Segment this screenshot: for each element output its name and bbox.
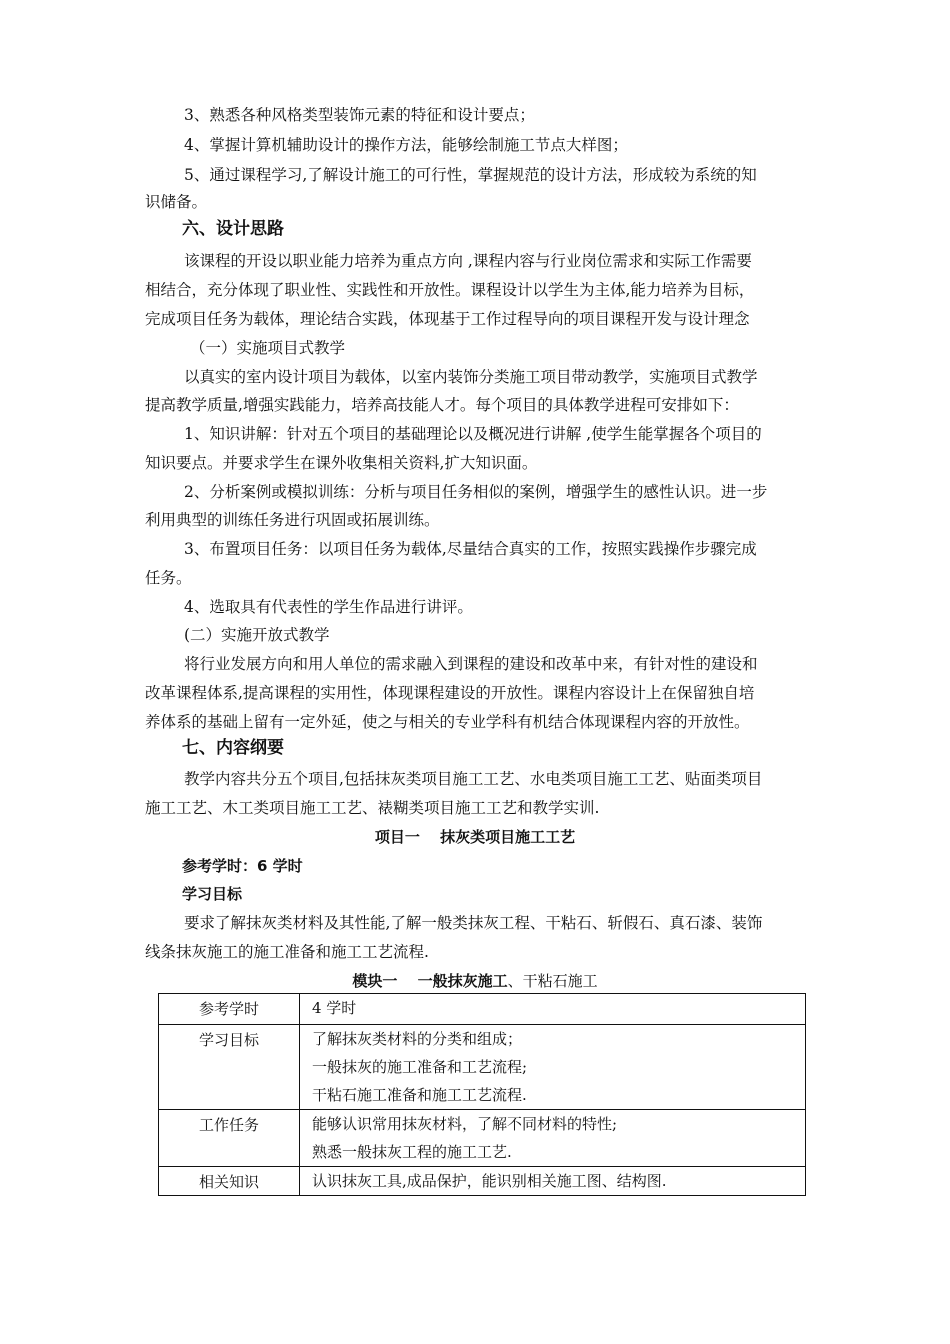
subsection-1-heading: （一）实施项目式教学 [190, 339, 346, 357]
step-3-line2: 任务。 [145, 569, 192, 587]
step-2-line1: 2、分析案例或模拟训练：分析与项目任务相似的案例，增强学生的感性认识。进一步 [184, 483, 768, 501]
row-value [300, 1110, 806, 1167]
row-value [300, 994, 806, 1025]
subsection-2-heading: (二）实施开放式教学 [184, 626, 330, 644]
table-row [159, 1025, 806, 1110]
row-value [300, 1167, 806, 1196]
module-1-title [0, 970, 950, 992]
row-value-line: 能够认识常用抹灰材料，了解不同材料的特性; [312, 1115, 618, 1133]
project-teaching-line2: 提高教学质量,增强实践能力，培养高技能人才。每个项目的具体教学进程可安排如下： [145, 396, 739, 414]
module-1-title-main: 模块一 一般抹灰施工 [352, 972, 508, 990]
project-1-title: 项目一 抹灰类项目施工工艺 [374, 828, 576, 846]
open-teaching-line1: 将行业发展方向和用人单位的需求融入到课程的建设和改革中来，有针对性的建设和 [184, 655, 758, 673]
step-4: 4、选取具有代表性的学生作品进行讲评。 [184, 598, 473, 616]
row-value-line: 一般抹灰的施工准备和工艺流程; [312, 1058, 528, 1076]
goal-item-5-line2: 识储备。 [145, 193, 208, 211]
goal-item-3: 3、熟悉各种风格类型装饰元素的特征和设计要点； [184, 106, 535, 124]
table-row [159, 994, 806, 1025]
step-2-line2: 利用典型的训练任务进行巩固或拓展训练。 [145, 511, 440, 529]
module-1-title-rest: 、干粘石施工 [507, 972, 598, 990]
step-3-line1: 3、布置项目任务：以项目任务为载体,尽量结合真实的工作，按照实践操作步骤完成 [184, 540, 757, 558]
row-value-line: 了解抹灰类材料的分类和组成； [312, 1030, 523, 1048]
project-goal-line2: 线条抹灰施工的施工准备和施工工艺流程. [145, 943, 429, 961]
section-6-heading: 六、设计思路 [182, 219, 284, 239]
row-value [300, 1025, 806, 1110]
content-para-line1: 教学内容共分五个项目,包括抹灰类项目施工工艺、水电类项目施工工艺、贴面类项目 [184, 770, 763, 788]
design-para-line1: 该课程的开设以职业能力培养为重点方向 ,课程内容与行业岗位需求和实际工作需要 [184, 252, 752, 270]
table-row [159, 1167, 806, 1196]
project-goal-line1: 要求了解抹灰类材料及其性能,了解一般类抹灰工程、干粘石、斩假石、真石漆、装饰 [184, 914, 763, 932]
goal-item-4: 4、掌握计算机辅助设计的操作方法，能够绘制施工节点大样图； [184, 136, 628, 154]
row-value-line: 4 学时 [312, 999, 357, 1017]
row-value-line: 干粘石施工准备和施工工艺流程. [312, 1086, 527, 1104]
goal-item-5-line1: 5、通过课程学习,了解设计施工的可行性，掌握规范的设计方法，形成较为系统的知 [184, 166, 757, 184]
section-7-heading: 七、内容纲要 [182, 738, 284, 758]
project-teaching-line1: 以真实的室内设计项目为载体，以室内装饰分类施工项目带动教学，实施项目式教学 [184, 368, 758, 386]
row-label: 参考学时 [159, 994, 300, 1025]
content-para-line2: 施工工艺、木工类项目施工工艺、裱糊类项目施工工艺和教学实训. [145, 799, 600, 817]
reference-hours: 参考学时：6 学时 [182, 857, 303, 875]
open-teaching-line3: 养体系的基础上留有一定外延，使之与相关的专业学科有机结合体现课程内容的开放性。 [145, 713, 750, 731]
row-label: 工作任务 [159, 1110, 300, 1167]
learning-goals-heading: 学习目标 [182, 885, 243, 903]
module-table [158, 993, 806, 1196]
row-value-line: 认识抹灰工具,成品保护，能识别相关施工图、结构图. [312, 1172, 667, 1190]
design-para-line2: 相结合，充分体现了职业性、实践性和开放性。课程设计以学生为主体,能力培养为目标， [145, 281, 755, 299]
row-value-line: 熟悉一般抹灰工程的施工工艺. [312, 1143, 512, 1161]
open-teaching-line2: 改革课程体系,提高课程的实用性，体现课程建设的开放性。课程内容设计上在保留独自培 [145, 684, 755, 702]
step-1-line1: 1、知识讲解：针对五个项目的基础理论以及概况进行讲解 ,使学生能掌握各个项目的 [184, 425, 762, 443]
row-label: 学习目标 [159, 1025, 300, 1110]
design-para-line3: 完成项目任务为载体，理论结合实践，体现基于工作过程导向的项目课程开发与设计理念 [145, 310, 750, 328]
step-1-line2: 知识要点。并要求学生在课外收集相关资料,扩大知识面。 [145, 454, 538, 472]
table-row [159, 1110, 806, 1167]
row-label: 相关知识 [159, 1167, 300, 1196]
